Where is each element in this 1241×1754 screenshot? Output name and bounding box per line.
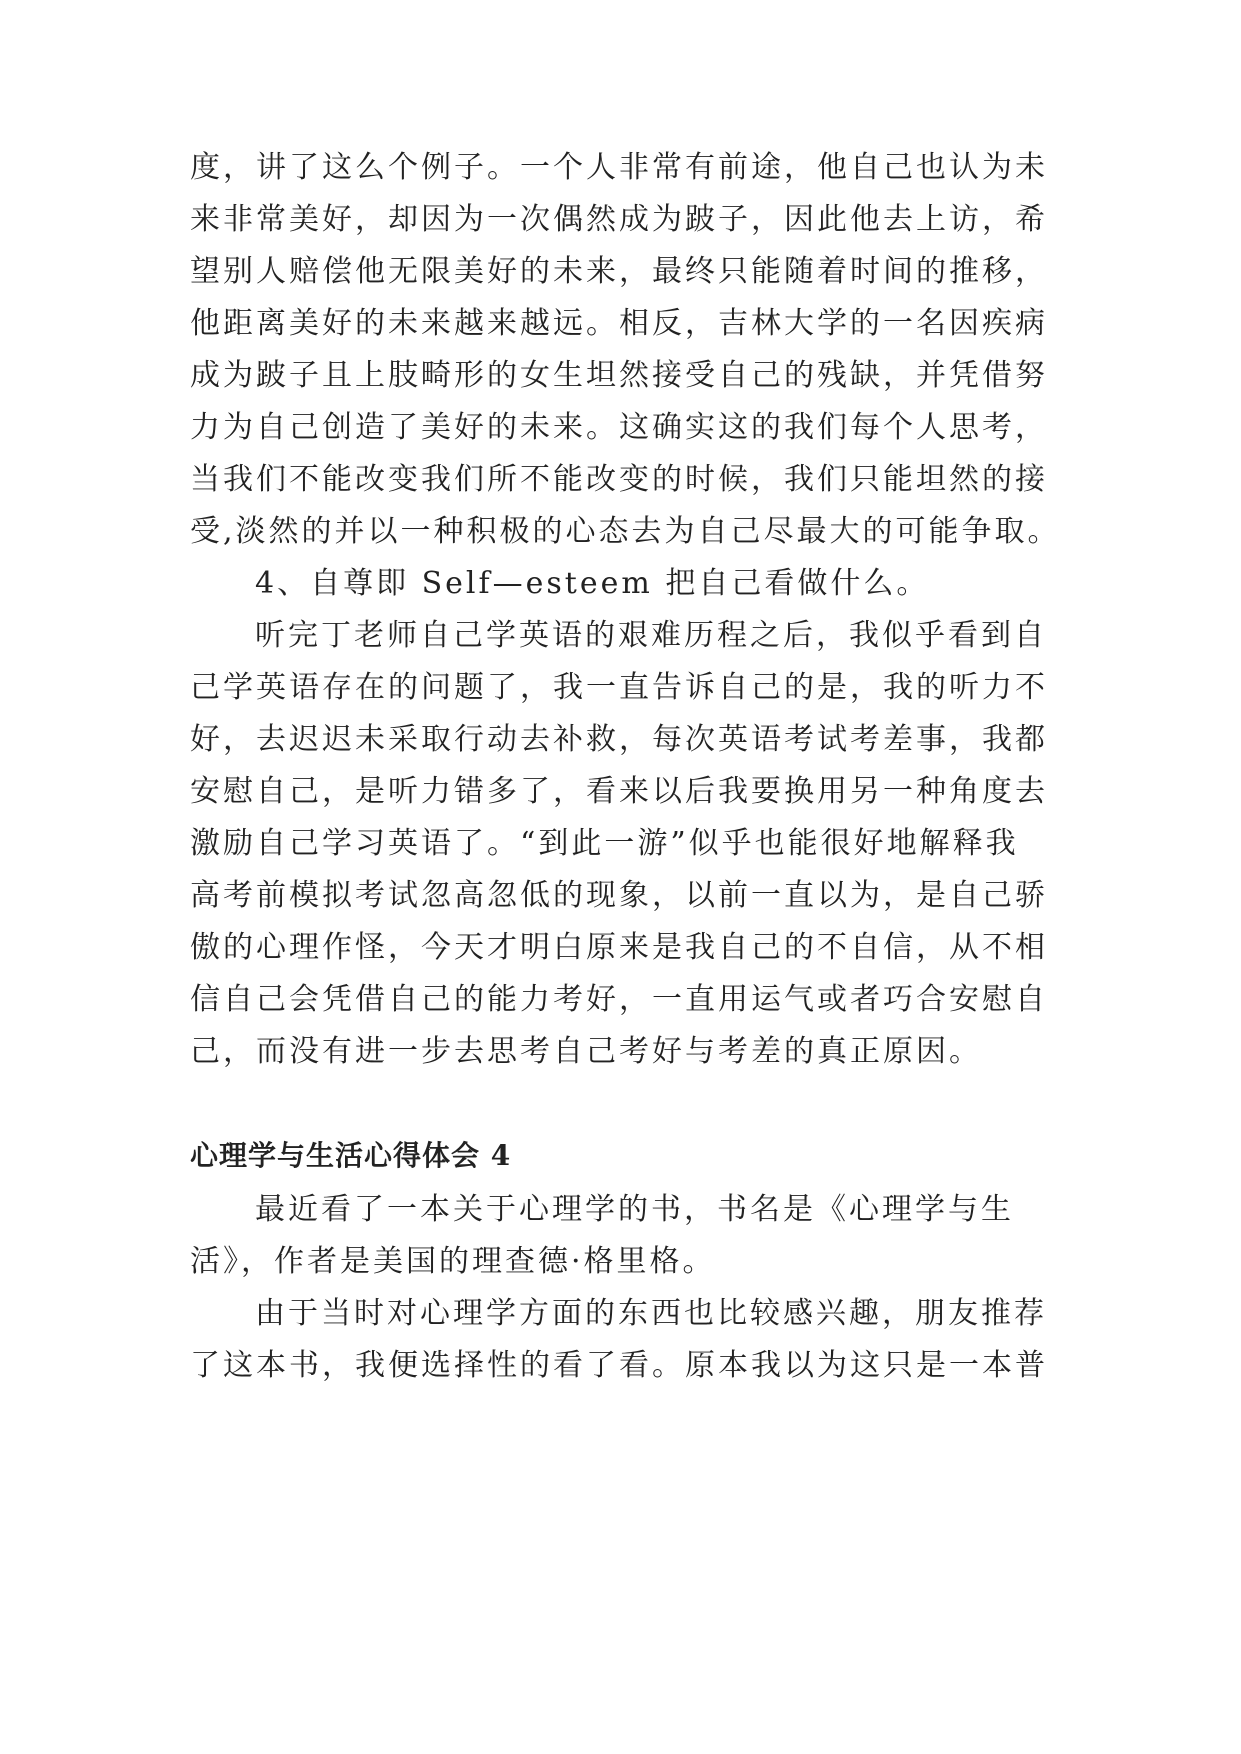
text-line: 来非常美好，却因为一次偶然成为跛子，因此他去上访，希 — [190, 202, 1048, 237]
text-line: 听完丁老师自己学英语的艰难历程之后，我似乎看到自 — [255, 618, 1047, 653]
text-line: 安慰自己，是听力错多了，看来以后我要换用另一种角度去 — [190, 774, 1048, 809]
text-line: 力为自己创造了美好的未来。这确实这的我们每个人思考， — [190, 410, 1048, 445]
text-line: 他距离美好的未来越来越远。相反，吉林大学的一名因疾病 — [190, 306, 1048, 341]
text-line: 激励自己学习英语了。“到此一游”似乎也能很好地解释我 — [190, 826, 1019, 861]
text-line: 高考前模拟考试忽高忽低的现象，以前一直以为，是自己骄 — [190, 878, 1048, 913]
text-line: 最近看了一本关于心理学的书，书名是《心理学与生 — [255, 1192, 1014, 1227]
text-line: 受,淡然的并以一种积极的心态去为自己尽最大的可能争取。 — [190, 514, 1061, 549]
section-heading: 心理学与生活心得体会 4 — [190, 1139, 512, 1172]
text-line: 成为跛子且上肢畸形的女生坦然接受自己的残缺，并凭借努 — [190, 358, 1048, 393]
text-line: 己学英语存在的问题了，我一直告诉自己的是，我的听力不 — [190, 670, 1048, 705]
text-line: 傲的心理作怪，今天才明白原来是我自己的不自信，从不相 — [190, 930, 1048, 965]
text-line: 度，讲了这么个例子。一个人非常有前途，他自己也认为未 — [190, 150, 1048, 185]
text-line: 由于当时对心理学方面的东西也比较感兴趣，朋友推荐 — [255, 1296, 1047, 1331]
text-line: 了这本书，我便选择性的看了看。原本我以为这只是一本普 — [190, 1348, 1048, 1383]
text-line: 好，去迟迟未采取行动去补救，每次英语考试考差事，我都 — [190, 722, 1048, 757]
section-point-4: 4、自尊即 Self—esteem 把自己看做什么。 — [255, 566, 930, 601]
text-line: 己，而没有进一步去思考自己考好与考差的真正原因。 — [190, 1034, 982, 1069]
text-line: 当我们不能改变我们所不能改变的时候，我们只能坦然的接 — [190, 462, 1048, 497]
text-line: 信自己会凭借自己的能力考好，一直用运气或者巧合安慰自 — [190, 982, 1048, 1017]
text-line: 活》，作者是美国的理查德·格里格。 — [190, 1244, 716, 1279]
text-line: 望别人赔偿他无限美好的未来，最终只能随着时间的推移， — [190, 254, 1048, 289]
